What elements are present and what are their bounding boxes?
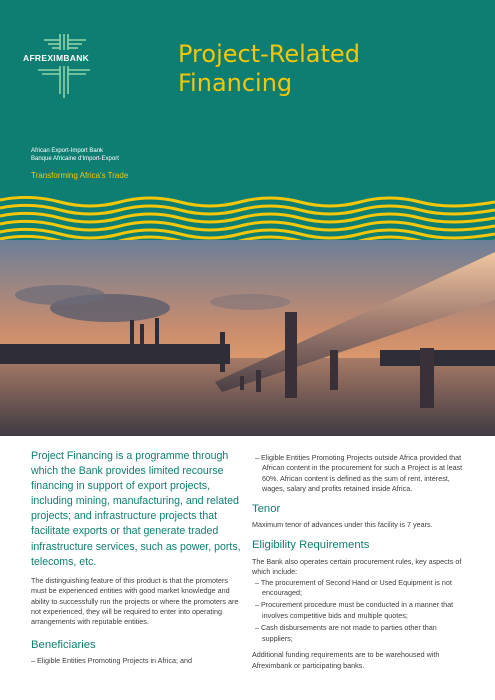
title-line-2: Financing — [178, 69, 293, 97]
heading-eligibility: Eligibility Requirements — [252, 539, 370, 552]
eligibility-intro: The Bank also operates certain procurement rules, key aspects of which include: — [252, 556, 462, 577]
pipeline-photo — [0, 240, 495, 436]
beneficiaries-item-2: – Eligible Entities Promoting Projects outside Africa provided that African content in the procurement for such a Project is at least 60%. African content is defined as the sum of rent, interest, wages, salary and profits retained inside Africa. — [255, 453, 463, 494]
left-column — [31, 449, 244, 667]
right-column — [252, 453, 467, 671]
lead-paragraph: Project Financing is a programme through which the Bank provides limited recourse financing in support of export projects, including mining, manufacturing, and related projects; and infrastructure projects that facilitate exports or that generate traded infrastructure services, such as power, ports, telecoms, etc. — [31, 450, 241, 568]
body-paragraph: The distinguishing feature of this product is that the promoters must be experienced entities with good market knowledge and ability to successfully run the projects or where the promoters are not experienced, they will be required to enter into operating arrangements with reputable entities. — [31, 575, 239, 627]
rule-item: – Procurement procedure must be conducted in a manner that involves competitive bids and multiple quotes; — [255, 600, 454, 620]
afreximbank-logo-icon — [30, 34, 106, 104]
page-title — [178, 40, 478, 98]
tenor-text: Maximum tenor of advances under this facility is 7 years. — [252, 520, 433, 530]
closing-paragraph: Additional funding requirements are to be warehoused with Afreximbank or participating banks. — [252, 650, 440, 670]
heading-beneficiaries: Beneficiaries — [31, 638, 96, 651]
rule-item: – The procurement of Second Hand or Used Equipment is not encouraged; — [255, 577, 452, 598]
decorative-wave-band — [0, 196, 495, 240]
beneficiaries-item-1: – Eligible Entities Promoting Projects in Africa; and — [31, 656, 192, 666]
org-name-english: African Export-Import Bank — [31, 148, 104, 154]
tagline: Transforming Africa's Trade — [31, 171, 129, 180]
rule-item: – Cash disbursements are not made to parties other than suppliers; — [255, 623, 437, 643]
heading-tenor: Tenor — [252, 502, 281, 515]
brand-wordmark: AFREXIMBANK — [23, 53, 90, 63]
header-banner — [0, 0, 495, 196]
org-name-french: Banque Africaine d'Import-Export — [31, 156, 119, 162]
title-line-1: Project-Related — [178, 40, 360, 68]
